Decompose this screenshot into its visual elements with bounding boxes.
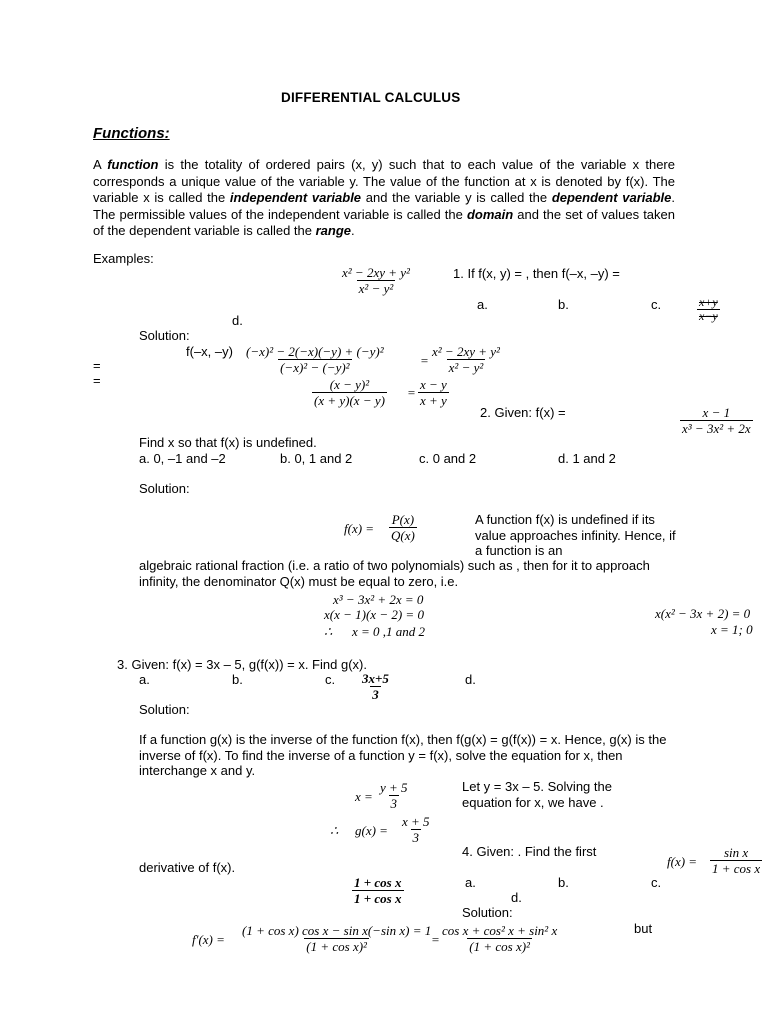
ex3-solution-label: Solution: xyxy=(139,702,190,717)
ex1-option-c-fraction: $\frac{x+y}{x-y}$ xyxy=(699,295,718,323)
examples-label: Examples: xyxy=(93,251,154,266)
ex4-question: 4. Given: . Find the first xyxy=(462,844,597,859)
ex2-solution-label: Solution: xyxy=(139,481,190,496)
page-title: DIFFERENTIAL CALCULUS xyxy=(281,90,461,105)
ex3-explanation: If a function g(x) is the inverse of the function f(x), then f(g(x) = g(f(x)) = x. Hence, g(x) is the inverse of f(x). To find the inverse of a function y = f(x), solve the equation for x, then interchange x and y. xyxy=(139,732,667,778)
ex4-option-a: a. xyxy=(465,875,476,890)
ex3-x-equals: x = xyxy=(355,789,373,804)
ex2-option-a: a. 0, –1 and –2 xyxy=(139,451,226,466)
ex1-option-b: b. xyxy=(558,297,569,312)
ex4-fx-label: f(x) = xyxy=(667,854,698,869)
ex1-f-label: f(–x, –y) xyxy=(186,344,233,359)
ex3-g-equals: g(x) = xyxy=(355,823,388,838)
ex3-option-d: d. xyxy=(465,672,476,687)
ex3-option-c: c. xyxy=(325,672,336,687)
ex3-x-fraction: $\frac{y + 5}{3}$ xyxy=(380,780,408,811)
ex1-option-c: c. xyxy=(651,297,662,312)
ex3-option-b: b. xyxy=(232,672,243,687)
ex2-therefore: ∴ xyxy=(324,624,333,639)
ex2-option-b: b. 0, 1 and 2 xyxy=(280,451,353,466)
intro-paragraph: A function is the totality of ordered pairs (x, y) such that to each value of the variable x there corresponds a unique value of the variable y. The value of the function at x is denoted by f(x). The variable x is called the independent variable and the variable y is called the dependent variable. The permissible values of the independent variable is called the domain and the set of values taken of the dependent variable is called the range. xyxy=(93,157,675,238)
ex1-equals-1: = xyxy=(93,358,101,373)
ex2-fx-label: f(x) = xyxy=(344,521,375,536)
ex2-function-fraction: $\frac{x - 1}{\text{x³ − 3x² + 2x}}$ xyxy=(682,405,751,436)
ex4-but: but xyxy=(634,921,653,936)
ex4-solution-label: Solution: xyxy=(462,905,513,920)
ex4-derivative-fraction: $\frac{\text{(1 + cos x) cos x − sin x(−sin x) = 1}}{\text{(1 + cos x)²}}$ xyxy=(242,923,432,954)
ex3-option-c-fraction: $\frac{3x+5}{3}$ xyxy=(362,671,389,702)
ex2-side-equation-1: x(x² − 3x + 2) = 0 xyxy=(655,606,751,621)
ex3-question: 3. Given: f(x) = 3x – 5, g(f(x)) = x. Find g(x). xyxy=(117,657,367,672)
ex4-answer-fraction: $\frac{\text{1 + cos x}}{\text{1 + cos x}}$ xyxy=(354,875,402,906)
ex2-option-d: d. 1 and 2 xyxy=(558,451,616,466)
ex1-option-d: d. xyxy=(232,313,243,328)
ex1-step1-left: $\frac{\text{(−x)² − 2(−x)(−y) + (−y)²}}{\text{(−x)² − (−y)²}}$ xyxy=(246,344,384,375)
ex1-step2-equals: = xyxy=(407,385,416,400)
ex1-solution-label: Solution: xyxy=(139,328,190,343)
ex4-option-b: b. xyxy=(558,875,569,890)
ex1-equals-2: = xyxy=(93,373,101,388)
ex1-step2-right: $\frac{x - y}{x + y}$ xyxy=(420,377,447,408)
ex4-option-c: c. xyxy=(651,875,662,890)
section-heading: Functions: xyxy=(93,125,170,142)
ex2-note-right: A function f(x) is undefined if its value approaches infinity. Hence, if a function is an xyxy=(475,512,676,558)
ex2-prompt: Find x so that f(x) is undefined. xyxy=(139,435,317,450)
ex1-question: 1. If f(x, y) = , then f(–x, –y) = xyxy=(453,266,620,281)
ex3-g-fraction: $\frac{x + 5}{3}$ xyxy=(402,814,430,845)
ex4-equals: = xyxy=(431,932,440,947)
ex1-step2-left: $\frac{\text{(x − y)²}}{(x + y)(x - y)}$ xyxy=(314,377,385,408)
ex3-option-a: a. xyxy=(139,672,150,687)
ex2-equation-1: x³ − 3x² + 2x = 0 xyxy=(333,592,424,607)
ex4-question-continued: derivative of f(x). xyxy=(139,860,236,875)
ex2-equation-3: x = 0 ,1 and 2 xyxy=(352,624,426,639)
ex2-equation-2: x(x − 1)(x − 2) = 0 xyxy=(324,607,424,622)
ex1-option-a: a. xyxy=(477,297,488,312)
ex2-side-equation-2: x = 1; 0 xyxy=(711,622,753,637)
ex1-step1-equals: = xyxy=(420,353,429,368)
ex1-step1-right: $\frac{\text{x² − 2xy + y²}}{\text{x² − y²}}$ xyxy=(432,344,500,375)
ex2-question: 2. Given: f(x) = xyxy=(480,405,566,420)
ex4-fprime-label: f′(x) = xyxy=(192,932,225,947)
ex3-therefore: ∴ xyxy=(330,823,339,838)
ex2-option-c: c. 0 and 2 xyxy=(419,451,477,466)
ex1-function-fraction: $\frac{\text{x² − 2xy + y²}}{\text{x² − y²}}$ xyxy=(342,265,410,296)
ex4-result-fraction: $\frac{\text{cos x + cos² x + sin² x}}{\text{(1 + cos x)²}}$ xyxy=(442,923,558,954)
ex3-let-text: Let y = 3x – 5. Solving the equation for x, we have . xyxy=(462,779,612,810)
ex4-function-fraction: $\frac{\text{sin x}}{\text{1 + cos x}}$ xyxy=(712,845,761,876)
ex2-pq-fraction: $\frac{P(x)}{Q(x)}$ xyxy=(391,512,415,543)
ex4-option-d: d. xyxy=(511,890,522,905)
ex2-note-continued: algebraic rational fraction (i.e. a ratio of two polynomials) such as , then for it to approach infinity, the denominator Q(x) must be equal to zero, i.e. xyxy=(139,558,650,589)
